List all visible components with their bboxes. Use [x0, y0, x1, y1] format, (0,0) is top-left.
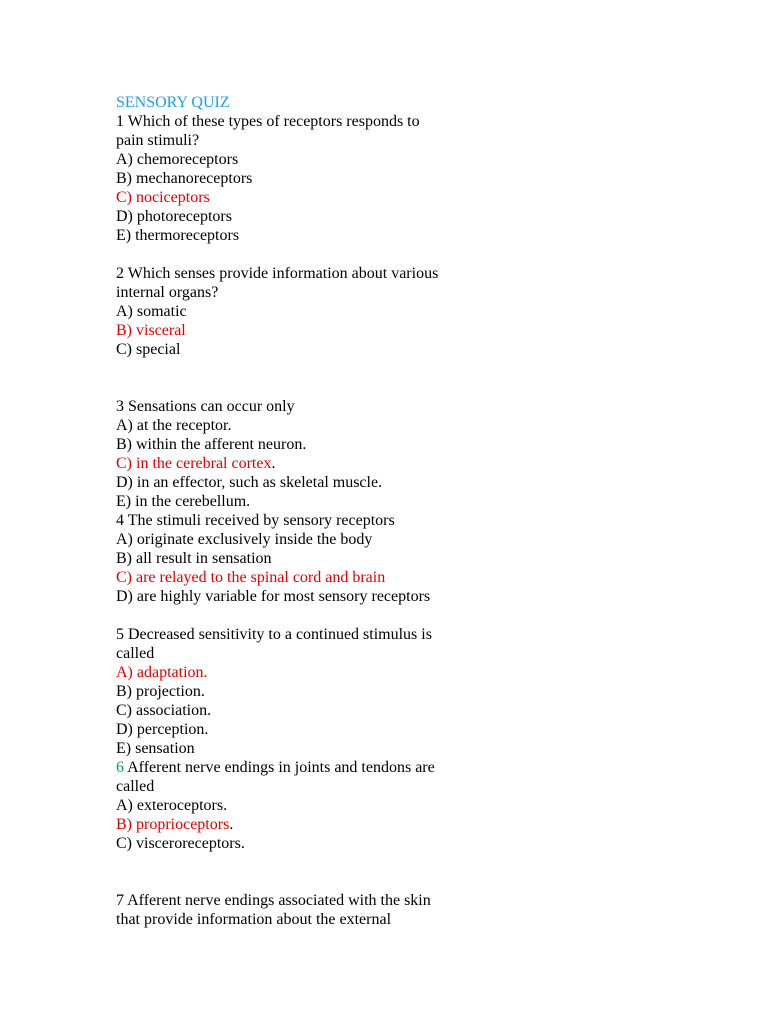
option-a: A) chemoreceptors [116, 151, 239, 168]
question-text: 4 The stimuli received by sensory receptors [116, 512, 395, 529]
option-b-correct: B) proprioceptors [116, 816, 230, 833]
spacer [116, 359, 536, 378]
option-d: D) photoreceptors [116, 208, 232, 225]
option-d: D) are highly variable for most sensory receptors [116, 588, 431, 605]
question-text: called [116, 645, 155, 662]
option-b-correct: B) visceral [116, 322, 186, 339]
question-3 [116, 397, 536, 511]
option-c-correct: C) nociceptors [116, 189, 210, 206]
spacer [116, 245, 536, 264]
option-a: A) somatic [116, 303, 187, 320]
question-text: 5 Decreased sensitivity to a continued stimulus is [116, 626, 432, 643]
question-4 [116, 511, 536, 606]
option-a: A) exteroceptors. [116, 797, 228, 814]
option-c-period: . [271, 455, 276, 472]
option-c-correct: C) are relayed to the spinal cord and brain [116, 569, 386, 586]
question-2 [116, 264, 536, 359]
question-text: that provide information about the external [116, 911, 392, 928]
question-text: Afferent nerve endings in joints and tendons are [124, 759, 435, 776]
option-a: A) originate exclusively inside the body [116, 531, 373, 548]
question-text: pain stimuli? [116, 132, 200, 149]
question-text: called [116, 778, 155, 795]
option-b: B) within the afferent neuron. [116, 436, 307, 453]
question-text-line [116, 758, 536, 777]
question-text: 3 Sensations can occur only [116, 398, 295, 415]
spacer [116, 853, 536, 872]
option-e: E) in the cerebellum. [116, 493, 251, 510]
question-6 [116, 758, 536, 853]
question-text: 2 Which senses provide information about various [116, 265, 439, 282]
question-text: 1 Which of these types of receptors responds to [116, 113, 420, 130]
option-c: C) association. [116, 702, 212, 719]
option-b: B) projection. [116, 683, 205, 700]
option-a: A) at the receptor. [116, 417, 232, 434]
spacer [116, 606, 536, 625]
quiz-title: SENSORY QUIZ [116, 94, 230, 111]
question-text: 7 Afferent nerve endings associated with the skin [116, 892, 431, 909]
question-number: 6 [116, 759, 124, 776]
option-c: C) special [116, 341, 181, 358]
option-b-line [116, 815, 536, 834]
question-text: internal organs? [116, 284, 219, 301]
option-c-correct: C) in the cerebral cortex [116, 455, 272, 472]
option-b-period: . [229, 816, 234, 833]
question-7 [116, 891, 536, 929]
spacer [116, 378, 536, 397]
option-c-line [116, 454, 536, 473]
option-d: D) in an effector, such as skeletal muscle. [116, 474, 383, 491]
option-e: E) thermoreceptors [116, 227, 240, 244]
quiz-document [116, 93, 536, 929]
option-c: C) visceroreceptors. [116, 835, 245, 852]
option-a-correct: A) adaptation. [116, 664, 208, 681]
spacer [116, 872, 536, 891]
question-1 [116, 112, 536, 245]
option-d: D) perception. [116, 721, 209, 738]
option-e: E) sensation [116, 740, 195, 757]
option-b: B) all result in sensation [116, 550, 272, 567]
question-5 [116, 625, 536, 758]
option-b: B) mechanoreceptors [116, 170, 253, 187]
